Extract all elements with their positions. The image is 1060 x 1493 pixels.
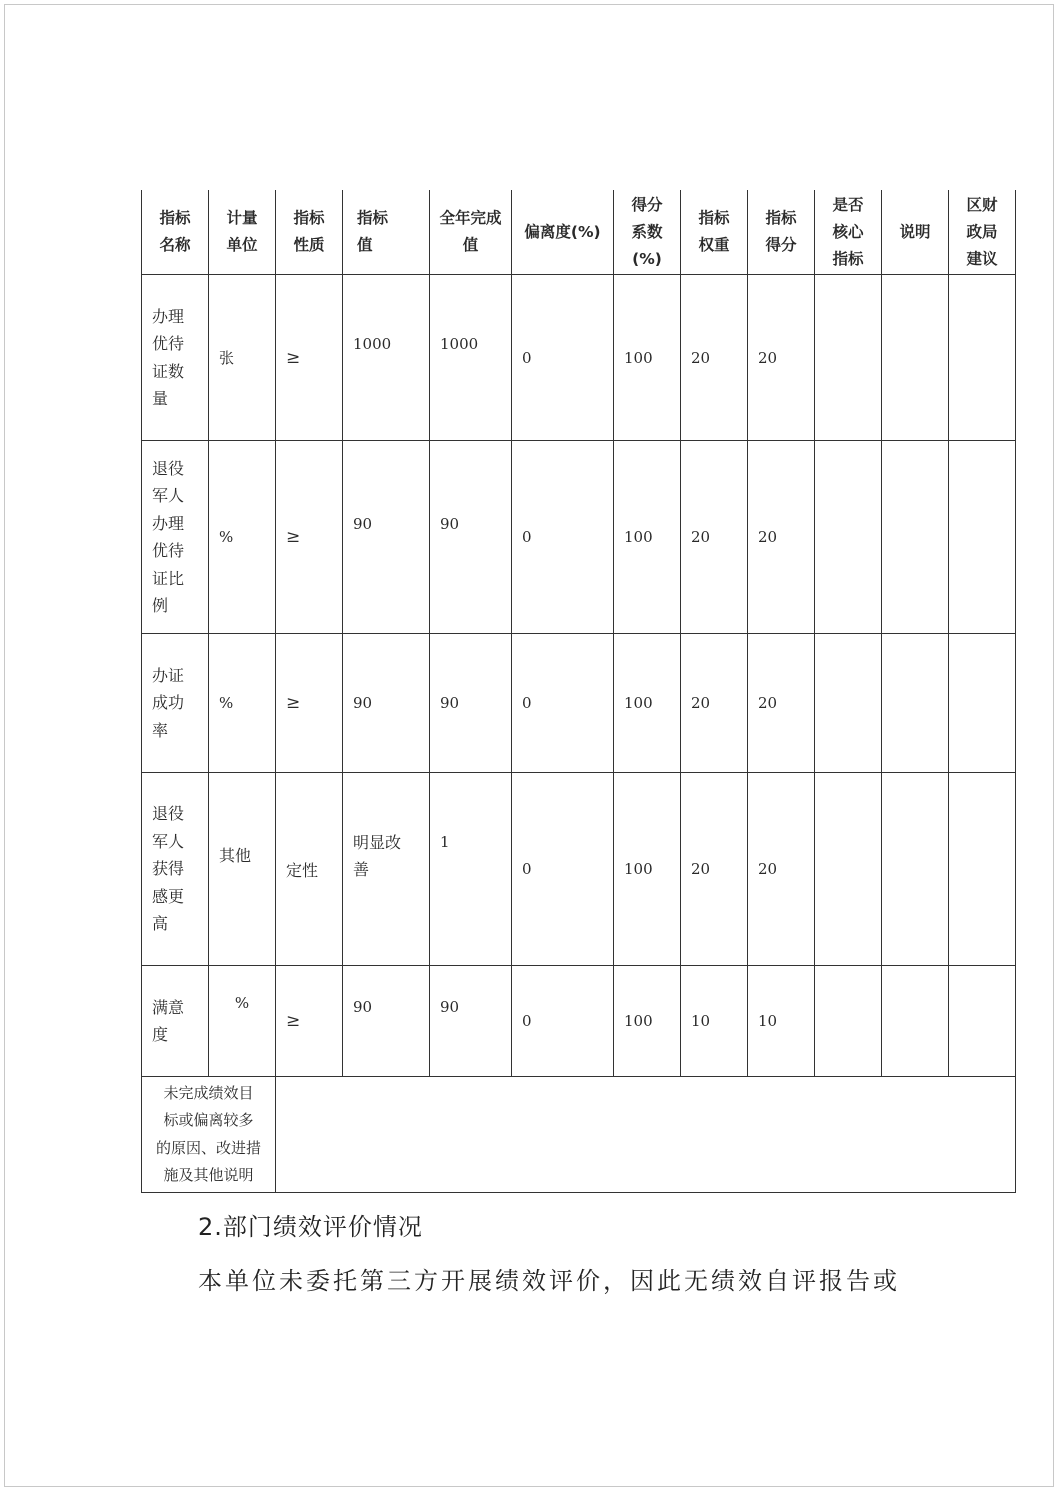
weight-cell: 20 — [681, 275, 748, 441]
table-row — [142, 773, 1016, 966]
indicator-name-cell: 退役 军人 获得 感更 高 — [142, 773, 209, 966]
score-coefficient-cell: 100 — [614, 773, 681, 966]
target-value-cell: 90 — [343, 634, 430, 773]
nature-cell: ≥ — [276, 275, 343, 441]
deviation-cell: 0 — [512, 966, 614, 1077]
section-heading: 2.部门绩效评价情况 — [198, 1213, 423, 1241]
weight-cell: 10 — [681, 966, 748, 1077]
deviation-cell: 0 — [512, 441, 614, 634]
finance-advice-cell — [949, 441, 1016, 634]
unit-cell: % — [209, 634, 276, 773]
target-value-cell: 90 — [343, 966, 430, 1077]
score-cell: 20 — [748, 275, 815, 441]
header-cell: 指标 权重 — [681, 190, 748, 275]
score-cell: 10 — [748, 966, 815, 1077]
core-indicator-cell — [815, 634, 882, 773]
finance-advice-cell — [949, 966, 1016, 1077]
header-cell: 区财 政局 建议 — [949, 190, 1016, 275]
finance-advice-cell — [949, 773, 1016, 966]
note-cell — [882, 441, 949, 634]
indicator-name-cell: 办证 成功 率 — [142, 634, 209, 773]
actual-value-cell: 90 — [430, 966, 512, 1077]
header-cell: 指标 名称 — [142, 190, 209, 275]
weight-cell: 20 — [681, 773, 748, 966]
actual-value-cell: 90 — [430, 441, 512, 634]
body-paragraph: 本单位未委托第三方开展绩效评价，因此无绩效自评报告或 — [198, 1267, 900, 1295]
core-indicator-cell — [815, 773, 882, 966]
note-cell — [882, 275, 949, 441]
weight-cell: 20 — [681, 441, 748, 634]
header-cell: 是否 核心 指标 — [815, 190, 882, 275]
header-cell: 指标 性质 — [276, 190, 343, 275]
header-cell: 说明 — [882, 190, 949, 275]
score-coefficient-cell: 100 — [614, 634, 681, 773]
header-cell: 偏离度(%) — [512, 190, 614, 275]
header-cell: 指标 得分 — [748, 190, 815, 275]
header-cell: 得分 系数 (%) — [614, 190, 681, 275]
nature-cell: ≥ — [276, 441, 343, 634]
score-coefficient-cell: 100 — [614, 275, 681, 441]
deviation-cell: 0 — [512, 275, 614, 441]
footer-value — [276, 1077, 1016, 1193]
finance-advice-cell — [949, 275, 1016, 441]
footer-label: 未完成绩效目 标或偏离较多 的原因、改进措 施及其他说明 — [142, 1077, 276, 1193]
indicator-name-cell: 办理 优待 证数 量 — [142, 275, 209, 441]
actual-value-cell: 1 — [430, 773, 512, 966]
weight-cell: 20 — [681, 634, 748, 773]
unit-cell: % — [209, 966, 276, 1077]
table-row — [142, 441, 1016, 634]
note-cell — [882, 773, 949, 966]
nature-cell: ≥ — [276, 634, 343, 773]
score-cell: 20 — [748, 441, 815, 634]
header-cell: 计量 单位 — [209, 190, 276, 275]
score-coefficient-cell: 100 — [614, 966, 681, 1077]
indicator-name-cell: 退役 军人 办理 优待 证比 例 — [142, 441, 209, 634]
table-row — [142, 634, 1016, 773]
unit-cell: 其他 — [209, 773, 276, 966]
target-value-cell: 90 — [343, 441, 430, 634]
score-cell: 20 — [748, 634, 815, 773]
table-row — [142, 275, 1016, 441]
unit-cell: % — [209, 441, 276, 634]
header-cell: 指标 值 — [343, 190, 430, 275]
note-cell — [882, 634, 949, 773]
unit-cell: 张 — [209, 275, 276, 441]
actual-value-cell: 1000 — [430, 275, 512, 441]
indicator-name-cell: 满意 度 — [142, 966, 209, 1077]
performance-table — [141, 190, 1016, 1193]
score-coefficient-cell: 100 — [614, 441, 681, 634]
table-row — [142, 966, 1016, 1077]
nature-cell: 定性 — [276, 773, 343, 966]
deviation-cell: 0 — [512, 634, 614, 773]
target-value-cell: 1000 — [343, 275, 430, 441]
core-indicator-cell — [815, 441, 882, 634]
finance-advice-cell — [949, 634, 1016, 773]
target-value-cell: 明显改 善 — [343, 773, 430, 966]
score-cell: 20 — [748, 773, 815, 966]
actual-value-cell: 90 — [430, 634, 512, 773]
header-cell: 全年完成 值 — [430, 190, 512, 275]
footer-row — [142, 1077, 1016, 1193]
table-header-row — [142, 190, 1016, 275]
deviation-cell: 0 — [512, 773, 614, 966]
core-indicator-cell — [815, 966, 882, 1077]
nature-cell: ≥ — [276, 966, 343, 1077]
note-cell — [882, 966, 949, 1077]
core-indicator-cell — [815, 275, 882, 441]
